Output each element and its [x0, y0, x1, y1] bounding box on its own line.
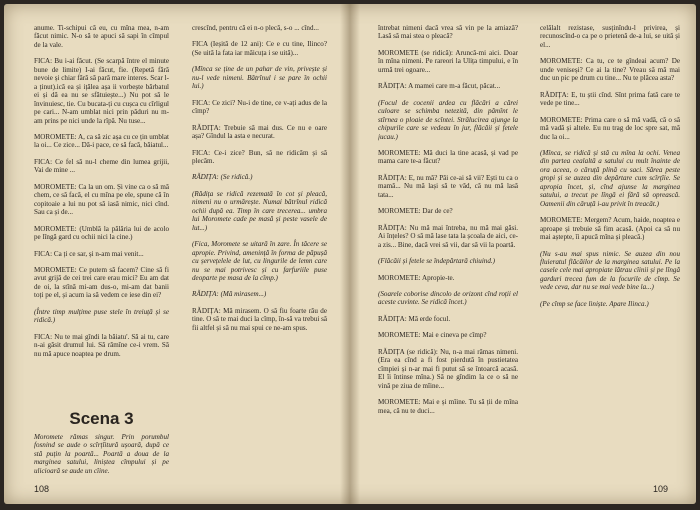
- paragraph: MOROMETE: Mă duci la tine acasă, și vad pe mama care te-a făcut?: [378, 148, 518, 166]
- paragraph-gap: [540, 83, 680, 91]
- scene-heading-block: [34, 409, 169, 475]
- paragraph: (Focul de cocenii ardea cu flăcări a cărei culoare se schimba netezită, din pămînt le stîrnea o ploaie de scîntei. Strălucirea ajunge la chipurile care se vedeau în jur, flăcăii și fetele jucau.): [378, 98, 518, 141]
- paragraph: (Flăcăii și fetele se îndepărtară chiuind.): [378, 257, 496, 266]
- paragraph-gap: [540, 108, 680, 116]
- paragraph-gap: [192, 91, 327, 99]
- paragraph: (Nu s-au mai spus nimic. Se auzea din nou fluieratul flăcăilor de la marginea satului. Pe la casele cele mai apropiate lătrau cîinii și pe lîngă garduri trecea fum de la focurile de cîmp. Se vede ceva, dar nu se mai vede bine la...): [540, 249, 680, 292]
- paragraph-gap: [378, 199, 518, 207]
- paragraph: FICA (Ieșită de 12 ani): Ce e cu tine, Ilinco? (Se uită la fata iar măicuța i se uită)...: [192, 40, 327, 57]
- paragraph: RĂDIȚA: Trebuie să mai dus. Ce nu e oare așa? Gîndul la asta e necurat.: [192, 123, 327, 141]
- paragraph: (Soarele coborise dincolo de orizont cînd roții el aceste cuvinte. Se ridică încet.): [378, 289, 518, 307]
- scene-intro-text: Moromete rămas singur. Prin porumbul fosnind se aude o scîrțîitură ușoară, după ce stă puțin la poartă... Poartă a doua de la marginea satului, liniștea cîmpului și pe ulicioară se aude un cîine.: [34, 433, 169, 475]
- paragraph: întrebat nimeni dacă vrea să vin pe la amiază? Lasă să mai stea o pleacă?: [378, 24, 518, 41]
- paragraph: MOROMETE: Ca tu, ce te gîndeai acum? De unde veniseși? Ce ai la tine? Vreau să mă mai duc un pic pe drum cu tine... Nu te plăcea asta?: [540, 57, 680, 83]
- paragraph: MOROMETE: Apropie-te.: [378, 273, 455, 282]
- paragraph: RĂDIȚA: Mă mirasem. O să fiu foarte rău de tine. O să te mai duci la cîmp, în-să va trebui să fii altfel și să nu mai spui ce ne-am spus.: [192, 306, 327, 332]
- paragraph: MOROMETE: Ca la un om. Și vine ca o să mă chem, ce să facă, el cu mîna pe ele, spune că în copitoaie a lui nu pot să iasă nimic, nici cînd. Sau ca și de...: [34, 182, 169, 217]
- paragraph-gap: [540, 208, 680, 216]
- paragraph: (Fica, Moromete se uitară în zare. În tăcere se apropie. Privind, amenință în forma de păpușă cu șervețelele de lut, cu lingurile de lemn care nu se mai potrivesc și cu farfuriile puse deoparte pe masa de la cîmp.): [192, 240, 327, 282]
- paragraph-gap: [540, 242, 680, 250]
- paragraph-gap: [192, 182, 327, 190]
- paragraph-gap: [378, 323, 518, 331]
- paragraph: (Rădița se ridică rezemată în cot și pleacă, nimeni nu o urmărește. Numai bătrînul ridică ochii după ea. Timp în care trecerea... umbra lui Moromete cade pe masă și peste vasele de lut...): [192, 189, 327, 232]
- paragraph-gap: [378, 415, 518, 423]
- paragraph: FICA: Ce fel să nu-l cheme din lumea grijii, Vai de mine ...: [34, 157, 169, 175]
- paragraph-gap: [378, 249, 518, 257]
- paragraph: FICA: Nu te mai gîndi la băiatu'. Să ai tu, care n-ai găsit drumul lui. Să rămîne ce-i vrem. Să nu mă apuce noaptea pe drum.: [34, 332, 169, 358]
- left-page: [4, 4, 350, 504]
- paragraph-gap: [378, 340, 518, 348]
- paragraph-gap: [192, 57, 327, 65]
- paragraph-gap: [192, 282, 327, 290]
- paragraph-gap: [192, 141, 327, 149]
- paragraph-gap: [378, 141, 518, 149]
- paragraph-gap: [34, 125, 169, 133]
- page-number-left: 108: [34, 484, 50, 494]
- paragraph-gap: [540, 141, 680, 149]
- paragraph-gap: [378, 282, 518, 290]
- paragraph-gap: [378, 166, 518, 174]
- paragraph: RĂDIȚA: A mamei care m-a făcut, păcat...: [378, 82, 501, 91]
- left-page-column-1: [34, 24, 169, 419]
- paragraph: anume. Ti-schipui că eu, cu mîna mea, n-am făcut nimic. N-o să te apuci să sapi în cîmpul de la vale.: [34, 24, 169, 49]
- paragraph: (Mînca se ține de un pahar de vin, privește și nu-l vede nimeni. Bătrînul i se pare în ochii lui.): [192, 65, 327, 91]
- right-page-column-2: [540, 24, 680, 484]
- paragraph-gap: [34, 300, 169, 308]
- paragraph-gap: [34, 217, 169, 225]
- paragraph-gap: [378, 41, 518, 49]
- paragraph: FICA: Ce zici? Nu-i de tine, ce v-ați adus de la cîmp?: [192, 98, 327, 116]
- paragraph: MOROMETE: Mergem? Acum, haide, noaptea e aproape și trebuie să fim acasă. (Apoi ca să nu mai aștepte, îi apucă mîna și pleacă.): [540, 216, 680, 242]
- paragraph: MOROMETE: Prima care o să mă vadă, că o să mă vadă și altele. Eu nu trag de loc spre sat, mă duc la oi...: [540, 115, 680, 141]
- paragraph: (Mînca, se ridică și stă cu mîna la ochi. Venea din partea cealaltă a satului cu mult înainte de ora aceea, o căruță plină cu saci. Sărea peste gropi și se auzea din depărtare cum scîrțîie. Se apropia încet, și, cînd ajunse la marginea satului, a trecut pe lîngă ei fără să oprească. Oamenii din căruță i-au privit în treacăt.): [540, 148, 680, 208]
- paragraph: crescînd, pentru că ei n-o plecă, s-o ... cînd...: [192, 24, 319, 32]
- paragraph: FICA: Ce-i zice? Bun, să ne ridicăm și să plecăm.: [192, 148, 327, 165]
- paragraph: MOROMETE: Dar de ce?: [378, 207, 453, 216]
- paragraph: MOROMETE: Mai e și mîine. Tu să ții de mîna mea, că nu te duci...: [378, 398, 518, 415]
- paragraph-gap: [378, 266, 518, 274]
- paragraph-gap: [34, 258, 169, 266]
- paragraph: RĂDIȚA: E, tu știi cînd. Sînt prima fată care te vede pe tine...: [540, 90, 680, 108]
- paragraph-gap: [378, 307, 518, 315]
- paragraph-gap: [34, 242, 169, 250]
- paragraph-gap: [378, 216, 518, 224]
- scene-title: Scena 3: [69, 409, 134, 428]
- paragraph: celălalt rezistase, susținîndu-l privirea, și recunoscînd-o ca pe o prietenă de-a lui, se uită și el...: [540, 24, 680, 49]
- paragraph-gap: [192, 32, 327, 40]
- page-number-right: 109: [652, 484, 668, 494]
- paragraph-gap: [34, 49, 169, 57]
- paragraph: RĂDIȚA: (Se ridică.): [192, 173, 253, 182]
- paragraph-gap: [378, 91, 518, 99]
- paragraph: RĂDIȚA: (Mă mirasem...): [192, 290, 267, 299]
- paragraph: RĂDIȚA: Nu mă mai întreba, nu mă mai găsi. Ai înțeles? O să mă lase tata la școala de aici, ce-a zis... Bine, dacă vrei să vii, dar să vii la poartă.: [378, 223, 518, 249]
- paragraph-gap: [192, 332, 327, 340]
- paragraph: (Între timp mulțime puse stele în treiuță și se ridică.): [34, 307, 169, 325]
- paragraph-gap: [378, 74, 518, 82]
- paragraph-gap: [34, 325, 169, 333]
- paragraph-gap: [540, 308, 680, 316]
- paragraph: MOROMETE: Ce putem să facem? Cine să fi avut grijă de cei trei care erau mici? Eu am dat de oi, la stînă mi-am dus-o, mi-am dat banii toți pe el, și acum ia să vedem ce iese din ei?: [34, 265, 169, 300]
- book-spread: [4, 4, 696, 504]
- paragraph: MOROMETE: Mai e cineva pe cîmp?: [378, 331, 487, 340]
- paragraph-gap: [378, 390, 518, 398]
- paragraph: FICA: Ca ți ce sar, și n-am mai venit...: [34, 249, 144, 258]
- paragraph: FICA: Bu i-ai făcut. (Se scarpă între el minute bune de limite) I-ai făcut, fie. (Repetă fără nevoie și chiar fără să pară mare interes. Scar l-a ținut).ică ea și ițălea așa ii vorbește bărbatul ei și dă ea nu se sfătuiește...) Nu pot să le învinuiesc, tie. Cu bucata-ți cu cușca cu cîrligul pe cari... N-am umblat nici prin păduri nu m-am prins pe nici unde la rîpă. Nu tuse...: [34, 57, 169, 125]
- paragraph: MOROMETE: A, ca să zic așa cu ce țin umblat la oi... Ce zice... Dă-i pace, ce să facă, băiatul...: [34, 132, 169, 150]
- right-page: [350, 4, 696, 504]
- paragraph-gap: [34, 150, 169, 158]
- paragraph: RĂDIȚA: E, nu mă? Păi ce-ai să vii? Ești tu ca o mamă... Nu mă lași să te văd, că nu mă lasă tata...: [378, 173, 518, 199]
- paragraph-gap: [192, 299, 327, 307]
- paragraph-gap: [540, 292, 680, 300]
- paragraph-gap: [192, 232, 327, 240]
- paragraph: RĂDIȚA: Mă erde focul.: [378, 314, 451, 323]
- paragraph: MOROMETE (se ridică): Aruncă-mi aici. Doar în mîna nimeni. Pe rareori la Ulița timpului, e în urmă trei ogoare...: [378, 48, 518, 74]
- paragraph: (Pe cîmp se face liniște. Apare Ilinca.): [540, 299, 649, 308]
- paragraph-gap: [192, 165, 327, 173]
- paragraph-gap: [34, 175, 169, 183]
- paragraph-gap: [540, 49, 680, 57]
- paragraph: RĂDIȚA (se ridică): Nu, n-a mai rămas nimeni. (Era ea cînd a fi fost pierdută în pustietatea cîmpiei și n-ar mai fi putut să se întoarcă acasă. El îi întinse mîna.) Să ne gîndim la ce o să ne vină pe ziua de mîine...: [378, 347, 518, 390]
- left-page-column-2: [192, 24, 327, 484]
- paragraph-gap: [192, 116, 327, 124]
- paragraph-gap: [34, 358, 169, 366]
- paragraph: MOROMETE: (Umblă la pălăria lui de acolo pe lîngă gard cu ochii nici la cine.): [34, 224, 169, 242]
- right-page-column-1: [378, 24, 518, 484]
